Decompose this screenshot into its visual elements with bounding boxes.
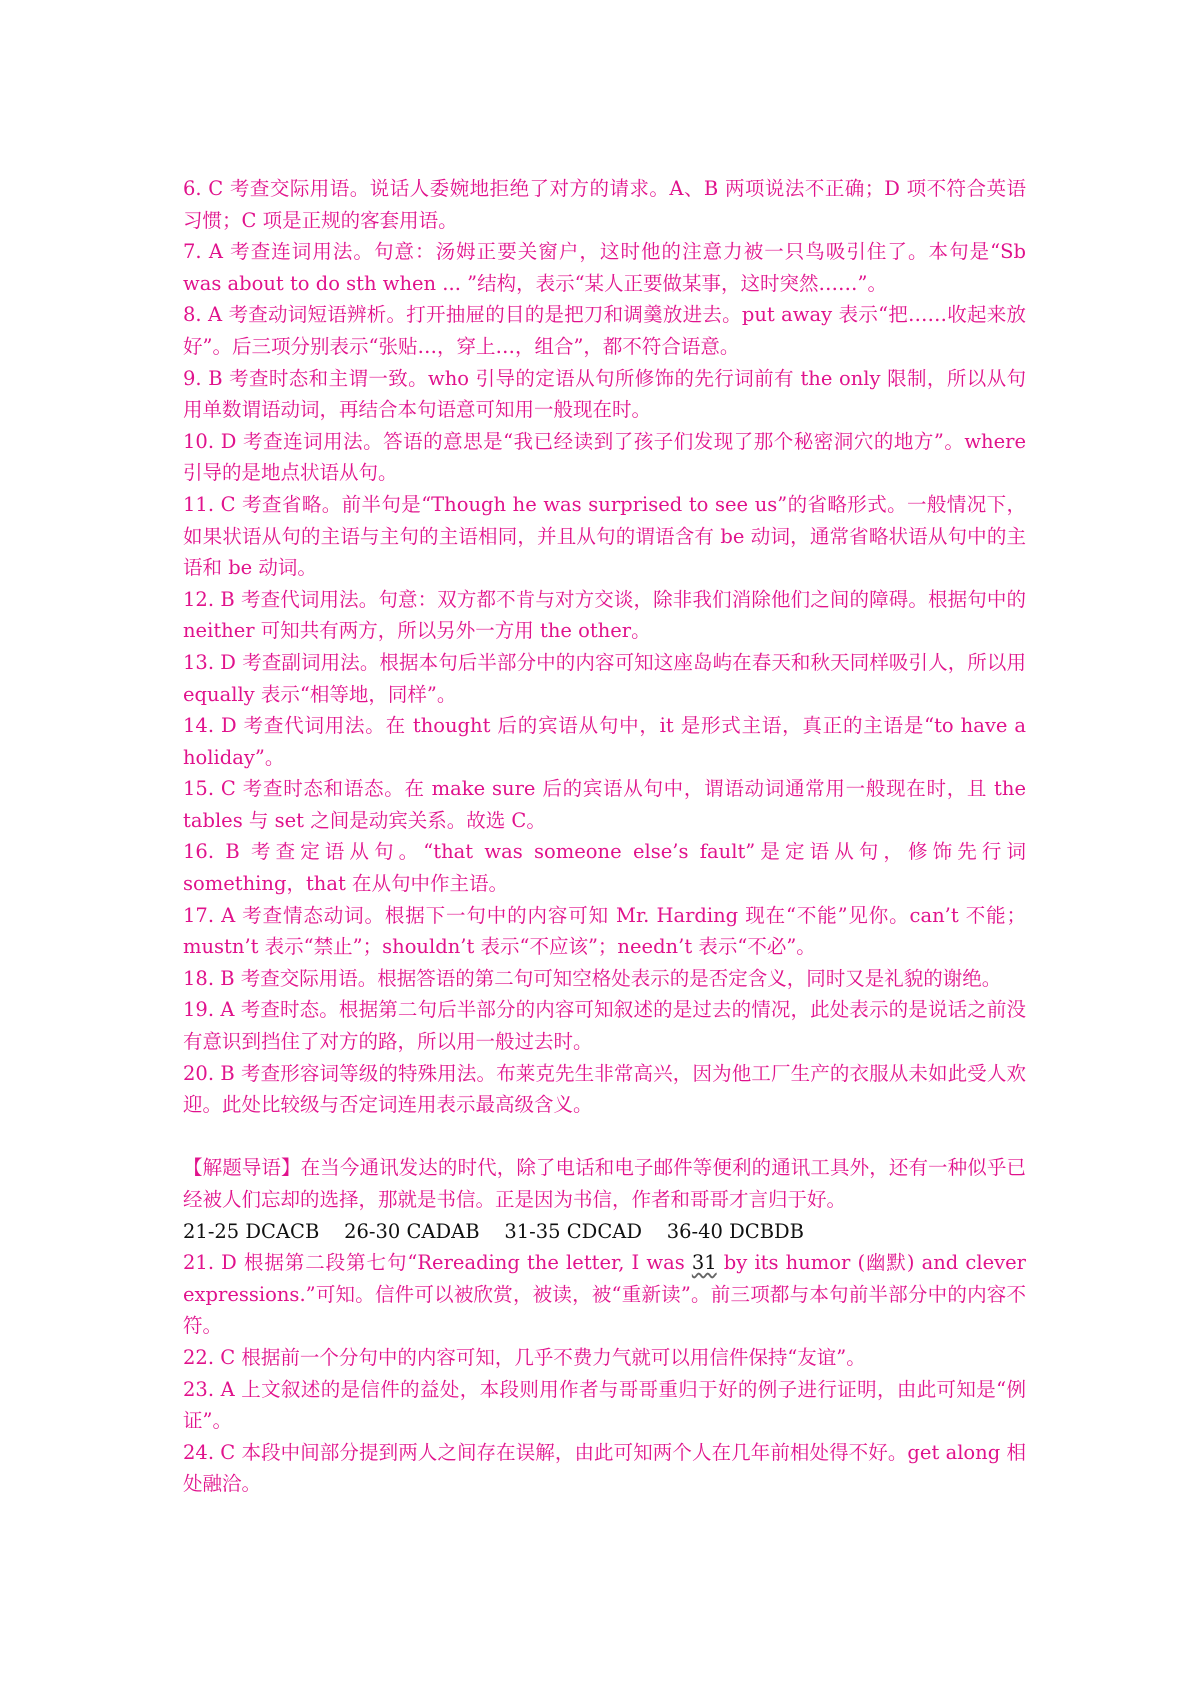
explanation-item-21 <box>183 1247 1026 1342</box>
document-page <box>183 173 1026 1500</box>
explanation-item-19: 19. A 考查时态。根据第二句后半部分的内容可知叙述的是过去的情况，此处表示的是说话之前没有意识到挡住了对方的路，所以用一般过去时。 <box>183 998 1026 1054</box>
explanation-item-13: 13. D 考查副词用法。根据本句后半部分中的内容可知这座岛屿在春天和秋天同样吸引人，所以用 equally 表示“相等地，同样”。 <box>183 650 1026 706</box>
explanation-item-9: 9. B 考查时态和主谓一致。who 引导的定语从句所修饰的先行词前有 the only 限制，所以从句用单数谓语动词，再结合本句语意可知用一般现在时。 <box>183 366 1026 422</box>
explanation-item-10: 10. D 考查连词用法。答语的意思是“我已经读到了孩子们发现了那个秘密洞穴的地方”。where 引导的是地点状语从句。 <box>183 429 1026 485</box>
item21-text-after: by its humor (幽默) and clever expressions.”可知。信件可以被欣赏，被读，被“重新读”。前三项都与本句前半部分中的内容不符。 <box>183 1251 1026 1338</box>
explanation-item-16: 16. B 考查定语从句。“that was someone else’s fault”是定语从句，修饰先行词 something，that 在从句中作主语。 <box>183 840 1026 896</box>
explanation-item-14: 14. D 考查代词用法。在 thought 后的宾语从句中，it 是形式主语，真正的主语是“to have a holiday”。 <box>183 714 1026 769</box>
explanation-item-23: 23. A 上文叙述的是信件的益处，本段则用作者与哥哥重归于好的例子进行证明，由此可知是“例证”。 <box>183 1377 1026 1433</box>
item21-text-before: 21. D 根据第二段第七句“Rereading the letter, I was <box>183 1251 692 1275</box>
explanation-item-22: 22. C 根据前一个分句中的内容可知，几乎不费力气就可以用信件保持“友谊”。 <box>183 1345 866 1369</box>
section-gap <box>183 1121 1026 1153</box>
explanation-item-20: 20. B 考查形容词等级的特殊用法。布莱克先生非常高兴，因为他工厂生产的衣服从未如此受人欢迎。此处比较级与否定词连用表示最高级含义。 <box>183 1061 1026 1117</box>
explanation-item-18: 18. B 考查交际用语。根据答语的第二句可知空格处表示的是否定含义，同时又是礼貌的谢绝。 <box>183 966 1002 990</box>
answer-key: 21-25 DCACB 26-30 CADAB 31-35 CDCAD 36-40 DCBDB <box>183 1219 805 1243</box>
explanation-item-12: 12. B 考查代词用法。句意：双方都不肯与对方交谈，除非我们消除他们之间的障碍。根据句中的 neither 可知共有两方，所以另外一方用 the other。 <box>183 587 1026 643</box>
section-guide: 【解题导语】在当今通讯发达的时代，除了电话和电子邮件等便利的通讯工具外，还有一种似乎已经被人们忘却的选择，那就是书信。正是因为书信，作者和哥哥才言归于好。 <box>183 1156 1026 1211</box>
explanation-item-17: 17. A 考查情态动词。根据下一句中的内容可知 Mr. Harding 现在“不能”见你。can’t 不能；mustn’t 表示“禁止”；shouldn’t 表示“不应该”；needn’t 表示“不必”。 <box>183 903 1026 959</box>
explanation-item-11: 11. C 考查省略。前半句是“Though he was surprised to see us”的省略形式。一般情况下，如果状语从句的主语与主句的主语相同，并且从句的谓语含有 be 动词，通常省略状语从句中的主语和 be 动词。 <box>183 492 1026 580</box>
explanation-item-6: 6. C 考查交际用语。说话人委婉地拒绝了对方的请求。A、B 两项说法不正确；D 项不符合英语习惯；C 项是正规的客套用语。 <box>183 177 1026 232</box>
explanation-item-7: 7. A 考查连词用法。句意：汤姆正要关窗户，这时他的注意力被一只鸟吸引住了。本句是“Sb was about to do sth when ... ”结构，表示“某人正要做某事，这时突然……”。 <box>183 240 1026 295</box>
explanation-item-8: 8. A 考查动词短语辨析。打开抽屉的目的是把刀和调羹放进去。put away 表示“把……收起来放好”。后三项分别表示“张贴…，穿上…，组合”，都不符合语意。 <box>183 303 1026 358</box>
explanation-item-24: 24. C 本段中间部分提到两人之间存在误解，由此可知两个人在几年前相处得不好。get along 相处融洽。 <box>183 1440 1026 1496</box>
blank-number: 31 <box>691 1251 717 1275</box>
explanation-item-15: 15. C 考查时态和语态。在 make sure 后的宾语从句中，谓语动词通常用一般现在时，且 the tables 与 set 之间是动宾关系。故选 C。 <box>183 777 1026 832</box>
